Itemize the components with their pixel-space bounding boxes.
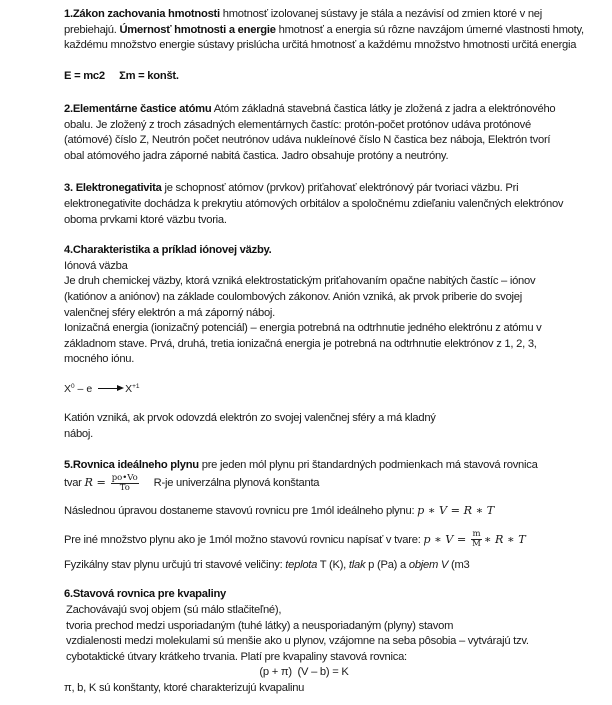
r-formula-denominator: To <box>119 482 130 493</box>
reactant-charge: 0 <box>71 382 75 390</box>
section-2-paragraph <box>64 102 564 164</box>
general-text: Pre iné množstvo plynu ako je 1mól možno stavovú rovnicu napísať v tvare: <box>64 533 424 546</box>
pressure-unit: p (Pa) a <box>365 558 409 571</box>
section-1-subtitle: Úmernosť hmotnosti a energie <box>119 23 276 36</box>
document-page <box>64 7 584 697</box>
section-6 <box>64 587 584 696</box>
reaction-arrow-icon <box>98 384 124 394</box>
section-2 <box>64 102 584 164</box>
gas-constant-description: R-je univerzálna plynová konštanta <box>153 477 320 490</box>
product-charge: +1 <box>132 382 140 390</box>
section-1 <box>64 7 584 85</box>
section-6-line-1: Zachovávajú svoj objem (sú málo stlačiteľné), <box>66 604 282 617</box>
ionization-reaction <box>64 382 584 398</box>
one-mol-text: Následnou úpravou dostaneme stavovú rovnicu pre 1mól ideálneho plynu: <box>64 505 418 518</box>
general-equation-line <box>64 530 584 550</box>
section-4-subtitle: Iónová väzba <box>64 259 128 272</box>
one-mol-equation-line <box>64 503 584 520</box>
general-eq-lhs: p ∗ V = <box>423 532 467 546</box>
volume-label: objem V <box>408 558 449 571</box>
fraction-numerator: m <box>472 529 481 540</box>
section-3-title: 3. Elektronegativita <box>64 182 162 195</box>
state-prefix: Fyzikálny stav plynu určujú tri stavové veličiny: <box>64 558 286 571</box>
temperature-unit: T (K), <box>317 558 349 571</box>
section-3-text: je schopnosť atómov (prvkov) priťahovať elektrónový pár tvoriaci väzbu. Pri elektronegativite dochádza k prekrytiu atómových orbitálov a spoločnému zdieľaniu valenčných elektrónov oboma prvkami ktoré väzbu tvoria. <box>64 182 564 226</box>
section-2-title: 2.Elementárne častice atómu <box>64 102 212 115</box>
pressure-label: tlak <box>348 558 366 571</box>
electron-term: – e <box>74 382 96 395</box>
mass-energy-formula: E = mc2 Σm = konšt. <box>64 70 179 83</box>
section-5-title: 5.Rovnica ideálneho plynu <box>64 458 199 471</box>
section-6-line-3: vzdialenosti medzi molekulami sú menšie ako u plynov, vzájomne na seba pôsobia – vytvárajú tzv. cybotaktické útvary krátkeho trvania. Platí pre kvapaliny stavová rovnica: <box>66 635 529 663</box>
section-1-title: 1.Zákon zachovania hmotnosti <box>64 8 220 20</box>
state-variables-line <box>64 558 584 574</box>
section-1-paragraph <box>64 7 584 54</box>
section-4 <box>64 243 584 443</box>
section-4-paragraph-2: Ionizačná energia (ionizačný potenciál) – energia potrebná na odtrhnutie jedného elektrónu z atómu v základnom stave. Prvá, druhá, tretia ionizačná energia je potrebná na odtrhnutie elektrónov z 1, 2, 3, mocného iónu. <box>64 322 542 366</box>
section-3 <box>64 181 584 228</box>
section-4-paragraph-3: Katión vzniká, ak prvok odovzdá elektrón zo svojej valenčnej sféry a má kladný náboj. <box>64 412 436 441</box>
section-5 <box>64 458 584 574</box>
temperature-label: teplota <box>285 558 318 571</box>
section-4-paragraph-1: Je druh chemickej väzby, ktorá vzniká elektrostatickým priťahovaním opačne nabitých častíc – iónov (katiónov a aniónov) na základe coulombových zákonov. Anión vzniká, ak prvok priberie do svojej valenčnej sféry elektrón a má záporný náboj. <box>64 275 536 319</box>
one-mol-equation: p ∗ V = R ∗ T <box>417 504 495 518</box>
section-1-text-a: hmotnosť izolovanej sústavy je stála a nezávisí od zmien ktoré v nej prebiehajú. <box>64 8 542 36</box>
general-eq-rhs: ∗ R ∗ T <box>483 532 526 546</box>
r-formula-fraction <box>111 474 139 493</box>
fraction-denominator: M <box>472 539 481 550</box>
section-1-text-b: hmotnosť a energia sú rôzne navzájom úmerné vlastnosti hmoty, každému množstvo energie sústavy prislúcha určitá hmotnosť a každému množstvo hmotnosti určitá energia <box>64 23 584 52</box>
liquid-state-equation: (p + π) (V – b) = K <box>259 666 349 679</box>
section-6-line-2: tvoria prechod medzi usporiadaným (tuhé látky) a neusporiadaným (plyny) stavom <box>66 619 454 632</box>
volume-unit: (m3 <box>448 558 470 571</box>
section-4-title: 4.Charakteristika a príklad iónovej väzby. <box>64 244 272 257</box>
r-formula-numerator: po•Vo <box>111 472 138 483</box>
tvar-label: tvar <box>64 477 85 490</box>
reactant: X <box>64 382 72 395</box>
product: X <box>125 382 133 395</box>
section-6-title: 6.Stavová rovnica pre kvapaliny <box>64 588 227 601</box>
mass-molar-fraction <box>471 530 482 549</box>
section-6-constants: π, b, K sú konštanty, ktoré charakterizujú kvapalinu <box>64 682 305 694</box>
section-2-text: Atóm základná stavebná častica látky je zložená z jadra a elektrónového obalu. Je zložený z troch zásadných elementárnych častíc: protón-počet protónov udáva protónové (atómové) číslo Z, Neutrón počet neutrónov udáva nukleínové číslo N častica bez náboja, Elektrón tvorí obal atómového jadra záporné nabitá častica. Jadro obsahuje protóny a neutróny. <box>64 102 556 162</box>
r-formula-lhs: R = <box>84 476 106 490</box>
section-5-text: pre jeden mól plynu pri štandardných podmienkach má stavová rovnica <box>198 458 538 471</box>
gas-constant-line <box>64 473 584 493</box>
section-3-paragraph <box>64 181 564 228</box>
